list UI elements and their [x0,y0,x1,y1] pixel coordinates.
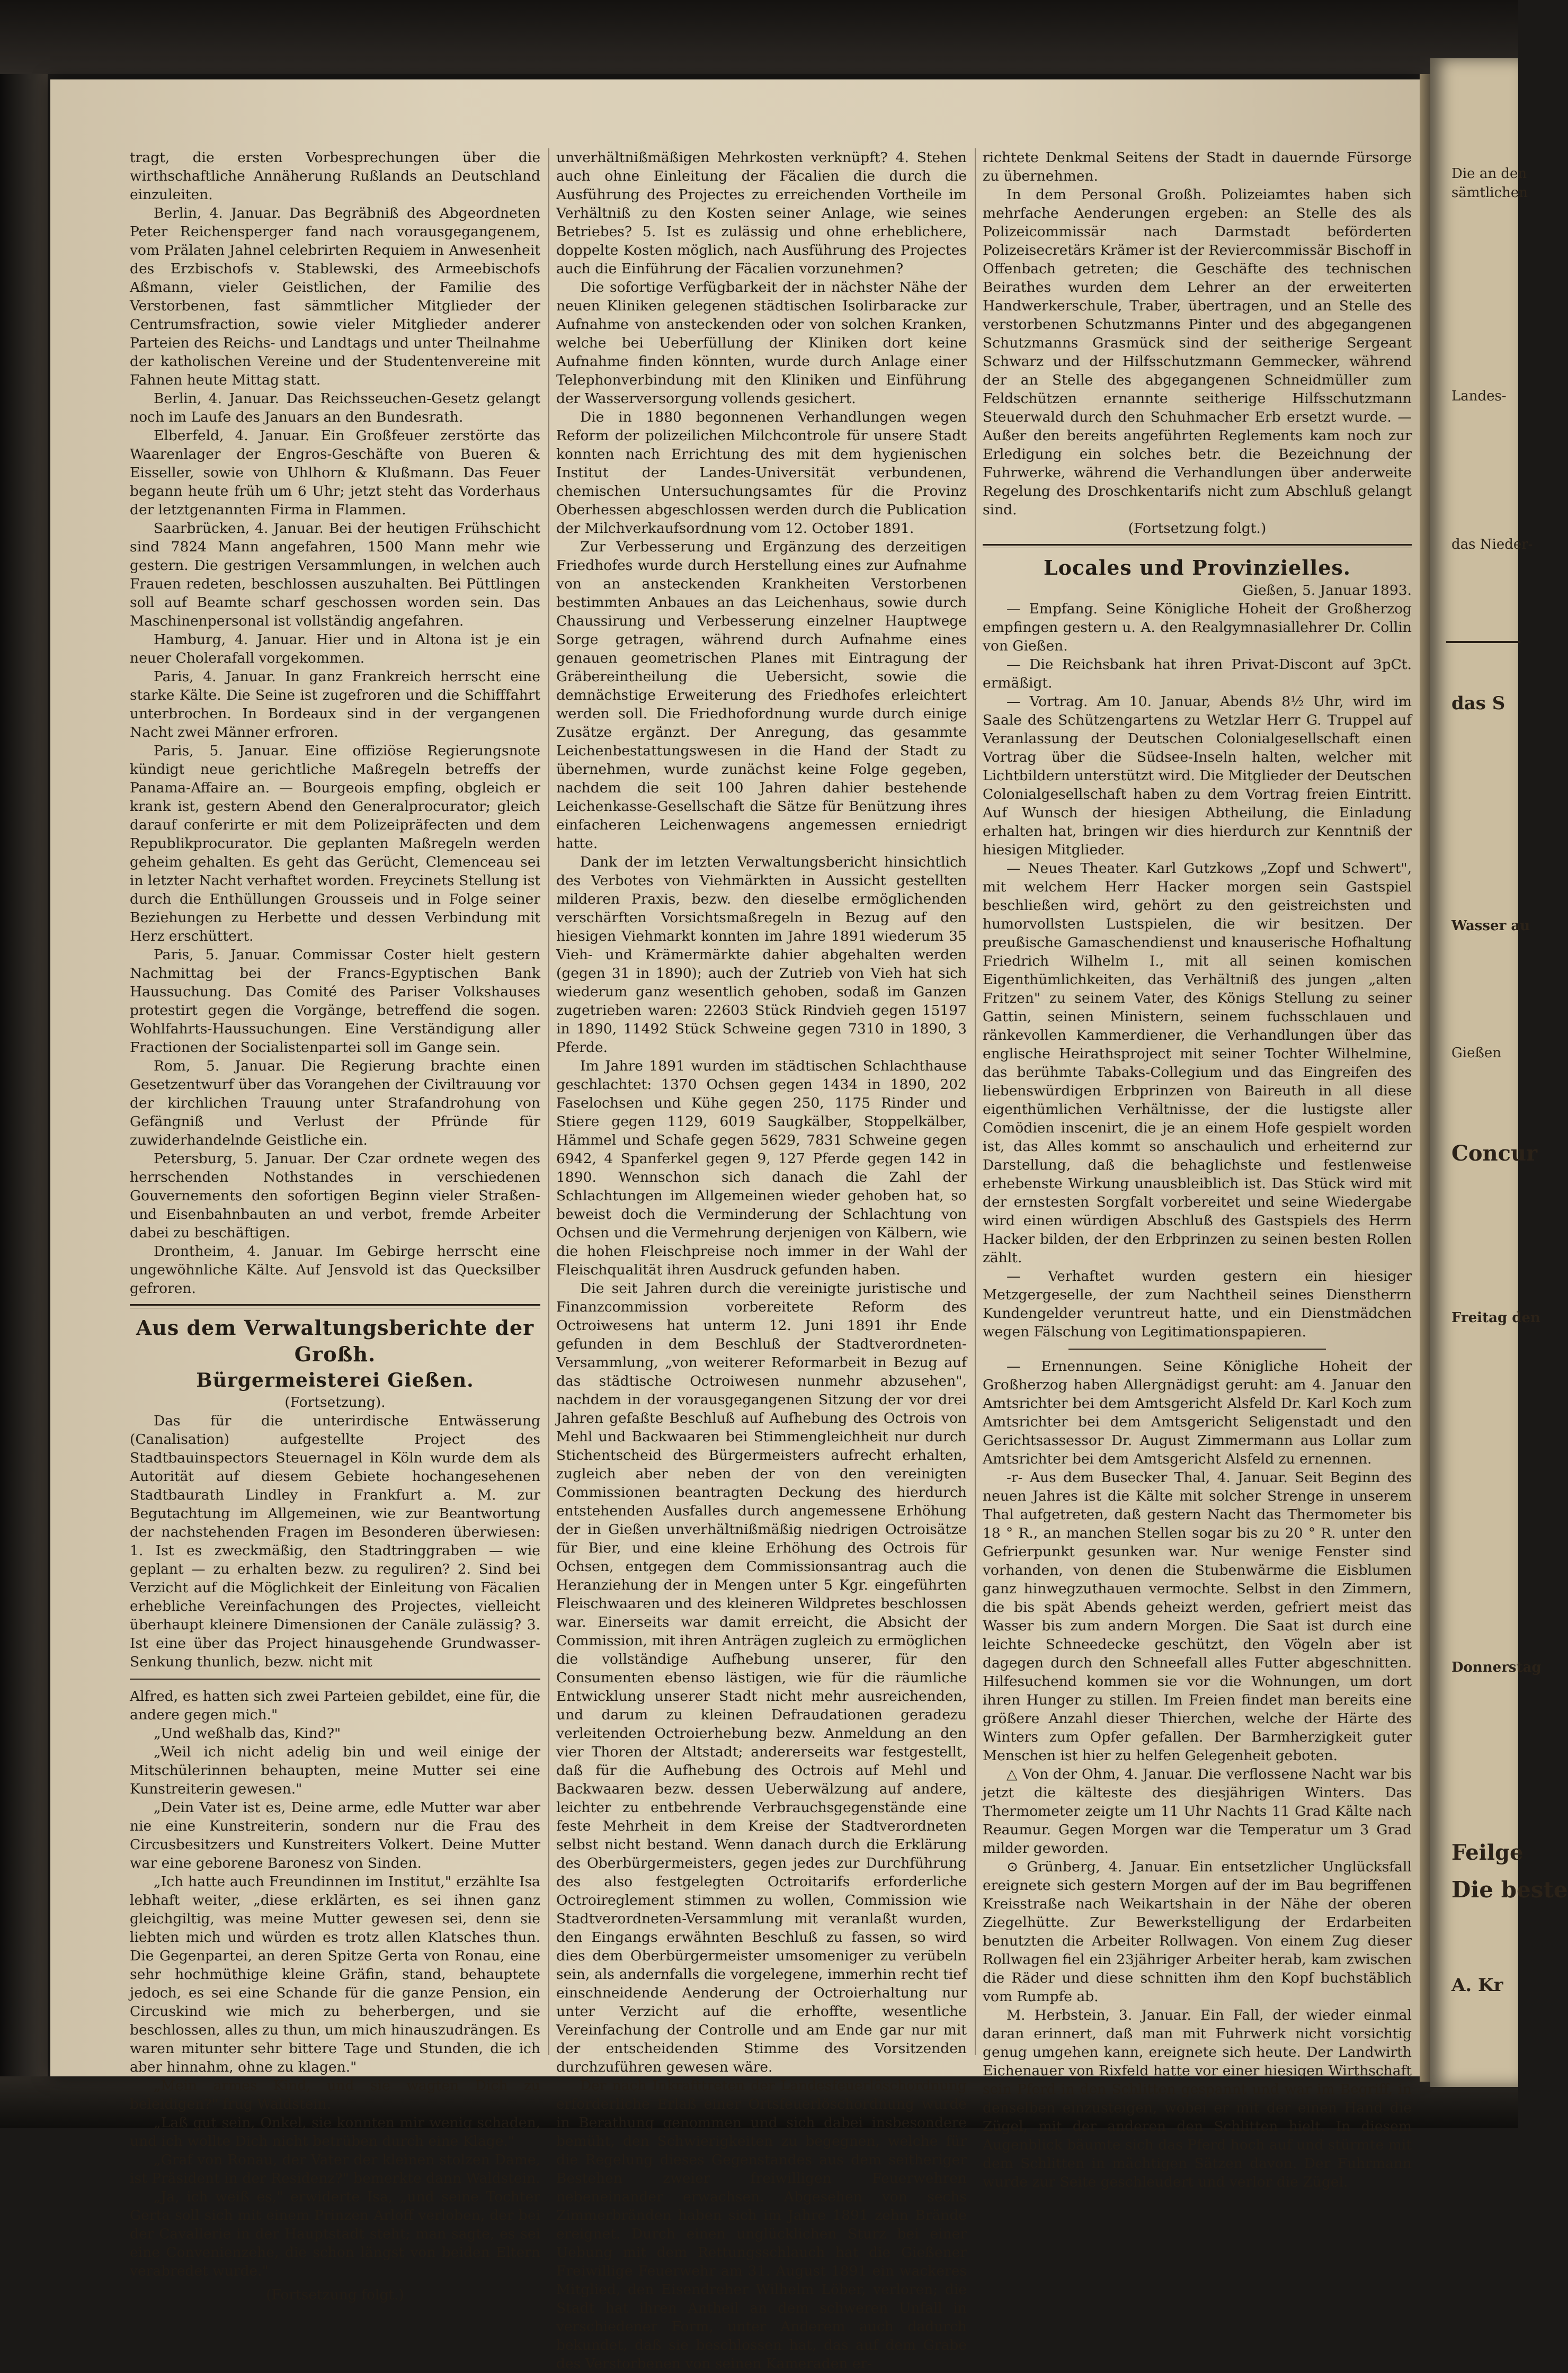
local-item: -r- Aus dem Busecker Thal, 4. Januar. Seit Beginn des neuen Jahres ist die Kälte mit solcher Strenge in unserem Thal aufgetreten, daß gestern Nacht das Thermometer bis 18 ° R., an manchen Stellen sogar bis zu 20 ° R. unter den Gefrierpunkt gesunken war. Nur wenige Fenster sind vorhanden, von denen die Stubenwärme die Eisblumen ganz hinwegzuthauen vermochte. Selbst in den Zimmern, die bis spät Abends geheizt werden, gefriert meist das Wasser bis zum andern Morgen. Die Saat ist durch eine leichte Schneedecke geschützt, den Vögeln aber ist dagegen durch den Schneefall alles Futter abgeschnitten. Hilfesuchend kommen sie vor die Wohnungen, um dort ihren Hunger zu stillen. Im Freien findet man bereits eine größere Anzahl dieser Thierchen, welche der Härte des Winters zum Opfer gefallen. Der Barmherzigkeit guter Menschen ist hier zu helfen Gelegenheit geboten. [983,1469,1412,1764]
local-item: △ Von der Ohm, 4. Januar. Die verflossene Nacht war bis jetzt die kälteste des diesjährigen Winters. Das Thermometer zeigte um 11 Uhr Nachts 11 Grad Kälte nach Reaumur. Gegen Morgen war die Temperatur um 3 Grad milder geworden. [983,1766,1412,1857]
paragraph: In dem Personal Großh. Polizeiamtes haben sich mehrfache Aenderungen ergeben: an Stelle des als Polizeicommissär nach Darmstadt beförderten Polizeisecretärs Krämer ist der Reviercommissär Bischoff in Offenbach getreten; die Geschäfte des technischen Beirathes wurden dem Lehrer an der erweiterten Handwerkerschule, Traber, übertragen, und an Stelle des verstorbenen Schutzmanns Pinter und des abgegangenen Schutzmanns Grasmück sind der seitherige Sergeant Schwarz und der Hilfsschutzmann Gemmecker, während der an Stelle des abgegangenen Schneidmüller zum Feldschützen ernannte seitherige Hilfsschutzmann Steuerwald durch den Schuhmacher Erb ersetzt wurde. — Außer den bereits angeführten Reglements kam noch zur Erledigung ein solches betr. die Bezeichnung der Fuhrwerke, während die Verhandlungen über anderweite Regelung des Droschkentarifs nicht zum Abschluß gelangt sind. [983,186,1412,518]
section-heading: Aus dem Verwaltungsberichte der Großh. [136,1316,534,1366]
local-item: — Neues Theater. Karl Gutzkows „Zopf und Schwert", mit welchem Herr Hacker morgen sein Gastspiel beschließen wird, gehört zu den geistreichsten und humorvollsten Lustspielen, die wir besitzen. Der preußische Gamaschendienst und knauserische Hofhaltung Friedrich Wilhelm I., mit all seinen komischen Eigenthümlichkeiten, das Verhältniß des jungen „alten Fritzen" zu seinem Vater, des Königs Stellung zu seiner Gattin, seinen Ministern, seinem fuchsschlauen und ränkevollen Kammerdiener, die Verhandlungen über das englische Heirathsproject mit seiner Tochter Wilhelmine, das berühmte Tabaks-Collegium und das Eingreifen des liebenswürdigen Erbprinzen von Baireuth in all diese eigenthümlichen Verhältnisse, der die lustigste aller Comödien inscenirt, die je an einem Hofe gespielt worden ist, das Alles kommt so anschaulich und erheiternd zur Darstellung, daß die behaglichste und festlenweise erhebenste Wirkung unausbleiblich ist. Das Stück wird mit der ernstesten Sorgfalt vorbereitet und seine Wiedergabe wird einen würdigen Abschluß des Gastspiels des Herrn Hacker bilden, der den Erbprinzen zu seinen besten Rollen zählt. [983,860,1412,1266]
fragment-heading: das S [1451,693,1505,714]
fragment-rule [1446,641,1520,643]
fragment-text: das Nieder- [1451,537,1533,552]
news-item: Saarbrücken, 4. Januar. Bei der heutigen Frühschicht sind 7824 Mann angefahren, 1500 Mann mehr wie gestern. Die gestrigen Versammlungen, in welchen auch Frauen redeten, beschlossen auszuhalten. Bei Püttlingen soll auf Beamte scharf geschossen worden sein. Das Maschinenpersonal ist vollständig angefahren. [130,520,540,629]
paragraph: Im Jahre 1891 wurden im städtischen Schlachthause geschlachtet: 1370 Ochsen gegen 1434 in 1890, 202 Faselochsen und Kühe gegen 250, 1175 Rinder und Stiere gegen 1129, 6019 Saugkälber, Stoppelkälber, Hämmel und Schafe gegen 5629, 7831 Schweine gegen 6942, 4 Spanferkel gegen 9, 127 Pferde gegen 142 in 1890. Wennschon sich danach die Zahl der Schlachtungen im Allgemeinen wieder gehoben hat, so beweist doch die Verminderung der Schlachtung von Ochsen und die Vermehrung derjenigen von Kälbern, wie die hohen Fleischpreise noch immer in der Wahl der Fleischqualität ihren Ausdruck gefunden haben. [556,1058,967,1278]
fragment-text: Die an den [1451,166,1527,182]
section-heading-line-2: Bürgermeisterei Gießen. [196,1369,474,1391]
fragment-heading: Freitag den [1451,1310,1540,1326]
local-item: ⊙ Grünberg, 4. Januar. Ein entsetzlicher Unglücksfall ereignete sich gestern Morgen auf der im Bau begriffenen Kreisstraße nach Weikartshain in der Nähe der oberen Ziegelhütte. Zur Bewerkstelligung der Erdarbeiten benutzten die Arbeiter Rollwagen. Von einem Zug dieser Rollwagen fiel ein 23jähriger Arbeiter herab, kam zwischen die Räder und diese schnitten ihm den Kopf buchstäblich vom Rumpfe ab. [983,1859,1412,2005]
fragment-heading: Die beste [1451,1877,1568,1903]
paragraph: Der nach Inkrafttreten der Landesfeuerlöschordnung erforderliche Erlaß einer Ortsfeuerlöschordnung wurde in Berathung genommen und sich dabei insbesondere bemüht, den Schwierigkeiten zu begegnen, welche für die Regelung dieses Gegenstandes aus dem seitheriger Bestehen zweier freiwilligen Feuerwehren nebeneinander erwachsen. Abgesehen von sechs Zimmerbränden haben sich im Jahre 1891 zehn Brände ereignet. Durch einen unglücklichen Sturz bei einer Uebung mit dem Rettungsschlauch hat die Gießener Freiwillige Feuerwehr am 31. August 1891 ein wackeres Mitglied, den Eisendreher Wilhelm Löber, verloren; die Stadt hat ihren Antheil an dem schweren Unfall in verschiedener Form, unter Anderem auch dadurch bekundet, daß sie beschlossen hat, das auf dem Grabe des Verstorbenen von seinen Kameraden er- [556,2077,967,2372]
news-item: Hamburg, 4. Januar. Hier und in Altona ist je ein neuer Cholerafall vorgekommen. [130,631,540,666]
fragment-text: Gießen [1451,1045,1501,1061]
column-rule [975,148,976,2055]
dateline: Gießen, 5. Januar 1893. [1242,582,1412,599]
local-item: M. Herbstein, 3. Januar. Ein Fall, der wieder einmal daran erinnert, daß man mit Fuhrwerk nicht vorsichtig genug umgehen kann, ereignete sich heute. Der Landwirth Eichenauer von Rixfeld hatte vor einer hiesigen Wirthschaft sein Pferd in den Schlitten gespannt und war im Begriff, in denselben einzusteigen, wobei er mit der einen Hand die Zügel, mit der anderen den Schlitten hielt. In diesem Augenblick bäumte sich das Pferd hoch auf und stürmte mit dem Schlitten in mächtigen Sätzen davon. Der Fuhrmann wurde zur Seite geschleudert und verlor die Zügel. [983,2007,1412,2190]
adjacent-page-fragment [1430,58,1568,2087]
news-item: Petersburg, 5. Januar. Der Czar ordnete wegen des herrschenden Nothstandes in verschiedenen Gouvernements den sofortigen Beginn vieler Straßen- und Eisenbahnbauten an und verbot, fremde Arbeiter dabei zu beschäftigen. [130,1150,540,1241]
item-separator [1068,1349,1326,1350]
column-1 [130,148,540,2303]
feuilleton-rule [130,1679,540,1680]
local-item: — Vortrag. Am 10. Januar, Abends 8½ Uhr, wird im Saale des Schützengartens zu Wetzlar Herr G. Truppel auf Veranlassung der Deutschen Colonialgesellschaft einen Vortrag über die Südsee-Inseln halten, welcher mit Lichtbildern unterstützt wird. Die Mitglieder der Deutschen Colonialgesellschaft haben zu dem Vortrag freien Eintritt. Auf Wunsch der hiesigen Abtheilung, die Einladung erhalten hat, bringen wir dies hierdurch zur Kenntniß der hiesigen Mitglieder. [983,693,1412,858]
continuation-note: (Fortsetzung). [284,1394,386,1411]
fragment-text: Landes- [1451,388,1507,404]
story-paragraph: „Ich hatte auch Freundinnen im Institut," erzählte Isa lebhaft weiter, „diese erklärten, es sei ihnen ganz gleichgiltig, was meine Mutter gewesen sei, denn sie liebten mich und würden es trotz allen Klatsches thun. Die Gegenpartei, an deren Spitze Gerta von Ronau, eine sehr hochmüthige kleine Gräfin, stand, behauptete jedoch, es sei eine Schande für die ganze Pension, ein Circuskind wie mich zu beherbergen, und sie beschlossen, alles zu thun, um mich hinauszudrängen. Es waren mitunter sehr bittere Tage und Stunden, die ich aber hinnahm, ohne zu klagen." [130,1874,540,2075]
news-item: Rom, 5. Januar. Die Regierung brachte einen Gesetzentwurf über das Vorangehen der Civiltrauung vor der kirchlichen Trauung unter Strafandrohung von Gefängniß und Verlust der Pfründe für zuwiderhandelnde Geistliche ein. [130,1058,540,1148]
continuation-note: (Fortsetzung folgt.) [1128,520,1267,537]
local-item: — Empfang. Seine Königliche Hoheit der Großherzog empfingen gestern u. A. den Realgymnasiallehrer Dr. Collin von Gießen. [983,601,1412,654]
story-paragraph: „Laß gut sein, Onkel, sie konnten mir wenig schaden, und ich wollte Dich nicht betrüben durch eine Klage." [130,2115,540,2149]
news-item: Berlin, 4. Januar. Das Reichsseuchen-Gesetz gelangt noch im Laufe des Januars an den Bundesrath. [130,390,540,425]
local-item: — Die Reichsbank hat ihren Privat-Discont auf 3pCt. ermäßigt. [983,656,1412,691]
local-item: — Ernennungen. Seine Königliche Hoheit der Großherzog haben Allergnädigst geruht: am 4. Januar den Amtsrichter bei dem Amtsgericht Alsfeld Dr. Karl Koch zum Amtsrichter bei dem Amtsgericht Seligenstadt und den Gerichtsassessor Dr. August Zimmermann aus Lollar zum Amtsrichter bei dem Amtsgericht Alsfeld zu ernennen. [983,1358,1412,1467]
continuation-note: (Fortsetzung folgt.) [266,2287,404,2303]
news-item: Paris, 5. Januar. Eine offiziöse Regierungsnote kündigt neue gerichtliche Maßregeln betreffs der Panama-Affaire an. — Bourgeois empfing, obgleich er krank ist, gestern Abend den Generalprocurator; gleich darauf conferirte er mit dem Polizeipräfecten und dem Republikprocurator. Die geplanten Maßregeln werden geheim gehalten. Es geht das Gerücht, Clemenceau sei in letzter Nacht verhaftet worden. Freycinets Stellung ist durch die Enthüllungen Grousseis und in Folge seiner Beziehungen zu Herbette und dessen Verbindung mit Herz erschüttert. [130,743,540,944]
paragraph: tragt, die ersten Vorbesprechungen über die wirthschaftliche Annäherung Rußlands an Deutschland einzuleiten. [130,149,540,203]
paragraph: Das für die unterirdische Entwässerung (Canalisation) aufgestellte Project des Stadtbauinspectors Steuernagel in Köln wurde dem als Autorität auf diesem Gebiete hochangesehenen Stadtbaurath Lindley in Frankfurt a. M. zur Begutachtung im Allgemeinen, wie zur Beantwortung der nachstehenden Fragen im Besonderen überwiesen: 1. Ist es zweckmäßig, den Stadtringgraben — wie geplant — zu erhalten bezw. zu reguliren? 2. Sind bei Verzicht auf die Möglichkeit der Einleitung von Fäcalien erhebliche Vereinfachungen des Projectes, vielleicht überhaupt kleinere Dimensionen der Canäle zulässig? 3. Ist eine über das Project hinausgehende Grundwasser-Senkung thunlich, bezw. nicht mit [130,1413,540,1670]
fragment-heading: Donnerstag [1451,1660,1542,1675]
story-paragraph: „Ja, ich weiß es," erwiderte Isa, „und seine Tochter Gerta soll sich mit einem Prinzen Arloff verloben, der bei der Cavallerie in der Hauptstadt steht; man sagte, es sei eine Convenienzehe, die schon längst von beiden Eltern verabredet wurde." [130,2189,540,2279]
column-3 [983,148,1412,2190]
story-paragraph: „Graf von Ronau, der Vater der kleinen stolzen Dame, ist Präsident in der Residenz?" bemerkte dann Waldstein. [130,2152,540,2187]
paragraph: Dank der im letzten Verwaltungsbericht hinsichtlich des Verbotes von Viehmärkten in Aussicht gestellten milderen Praxis, bezw. den dieselbe ermöglichenden verschärften Vorsichtsmaßregeln in Bezug auf den hiesigen Viehmarkt konnten im Jahre 1891 wiederum 35 Vieh- und Krämermärkte dahier abgehalten werden (gegen 31 in 1890); auch der Zutrieb von Vieh hat sich wiederum ganz wesentlich gehoben, sodaß im Ganzen zugetrieben waren: 22603 Stück Rindvieh gegen 15197 in 1890, 11492 Stück Schweine gegen 7310 in 1890, 3 Pferde. [556,854,967,1056]
news-item: Paris, 5. Januar. Commissar Coster hielt gestern Nachmittag bei der Francs-Egyptischen Bank Haussuchung. Das Comité des Pariser Volkshauses protestirt gegen die Vorgänge, betreffend die sogen. Wohlfahrts-Haussuchungen. Eine Verständigung aller Fractionen der Socialistenpartei soll im Gange sein. [130,947,540,1056]
story-paragraph: „Und weßhalb das, Kind?" [154,1725,341,1742]
story-paragraph: „Mein armes Kind, und sie wagten Dich zu beleidigen?" frug Waldstein. [130,2077,540,2112]
fragment-heading: Feilge [1451,1840,1524,1865]
fragment-text: Wasser au [1451,918,1530,934]
column-2 [556,148,967,2372]
section-rule [130,1304,540,1308]
paragraph: unverhältnißmäßigen Mehrkosten verknüpft? 4. Stehen auch ohne Einleitung der Fäcalien die durch die Ausführung des Projectes zu erreichenden Vortheile im Verhältniß zu den Kosten seiner Anlage, wie seines Betriebes? 5. Ist es zulässig und ohne erheblichere, doppelte Kosten möglich, nach Ausführung des Projectes auch die Einführung der Fäcalien vorzunehmen? [556,149,967,277]
paragraph: Die seit Jahren durch die vereinigte juristische und Finanzcommission vorbereitete Reform des Octroiwesens hat unterm 12. Juni 1891 ihr Ende gefunden in dem Beschluß der Stadtverordneten-Versammlung, „von weiterer Reformarbeit in Bezug auf das städtische Octroiwesen nunmehr abzusehen", nachdem in der vorausgegangenen Sitzung der vor drei Jahren gefaßte Beschluß auf Aufhebung des Octrois von Mehl und Backwaaren bei Stimmengleichheit nur durch Stichentscheid des Bürgermeisters aufrecht erhalten, zugleich aber neben der von den vereinigten Commissionen beantragten Deckung des hierdurch entstehenden Ausfalles durch angemessene Erhöhung der in Gießen unverhältnißmäßig niedrigen Octroisätze für Bier, und eine kleine Erhöhung des Octrois für Ochsen, entgegen dem Commissionsantrag auch die Heranziehung der in Mengen unter 5 Kgr. eingeführten Fleischwaaren und des kleineren Wildpretes beschlossen war. Einerseits war damit erreicht, die Absicht der Commission, mit ihren Anträgen zugleich zu ermöglichen die vollständige Aufhebung unserer, für den Consumenten ebenso lästigen, wie für die räumliche Entwicklung unserer Stadt nicht mehr ausreichenden, und darum zu kleinen Defraudationen geradezu verleitenden Octroierhebung bezw. Anmeldung an den vier Thoren der Altstadt; andererseits war festgestellt, daß für die Aufhebung des Octrois auf Mehl und Backwaaren bezw. dessen Ueberwälzung auf andere, leichter zu entbehrende Verbrauchsgegenstände eine feste Mehrheit in dem Kreise der Stadtverordneten selbst nicht bestand. Wenn danach durch die Erklärung des Oberbürgermeisters, gegen jedes zur Durchführung des also festgelegten Octroitarifs erforderliche Octroireglement stimmen zu wollen, Commission wie Stadtverordneten-Versammlung mit veranlaßt wurden, den Eingangs erwähnten Beschluß zu fassen, so wird dies dem Oberbürgermeister umsomeniger zu verübeln sein, als andernfalls die vorgelegene, immerhin recht tief einschneidende Aenderung der Octroierhaltung nur unter Verzicht auf die erhoffte, wesentliche Vereinfachung der Controlle und am Ende gar nur mit der entscheidenden Stimme des Vorsitzenden durchzuführen gewesen wäre. [556,1280,967,2075]
paragraph: Die in 1880 begonnenen Verhandlungen wegen Reform der polizeilichen Milchcontrole für unsere Stadt konnten nach Errichtung des mit dem hygienischen Institut der Landes-Universität verbundenen, chemischen Untersuchungsamtes für die Provinz Oberhessen abgeschlossen werden durch die Publication der Milchverkaufsordnung vom 12. October 1891. [556,409,967,537]
news-item: Berlin, 4. Januar. Das Begräbniß des Abgeordneten Peter Reichensperger fand nach vorausgegangenem, vom Prälaten Jahnel celebrirten Requiem in Anwesenheit des Erzbischofs v. Stablewski, des Armeebischofs Aßmann, vieler Geistlichen, der Familie des Verstorbenen, fast sämmtlicher Mitglieder der Centrumsfraction, sowie vieler Mitglieder anderer Parteien des Reichs- und Landtags und unter Theilnahme der katholischen Vereine und der Studentenvereine mit Fahnen heute Mittag statt. [130,205,540,388]
news-item: Drontheim, 4. Januar. Im Gebirge herrscht eine ungewöhnliche Kälte. Auf Jensvold ist das Quecksilber gefroren. [130,1243,540,1297]
paragraph: Zur Verbesserung und Ergänzung des derzeitigen Friedhofes wurde durch Herstellung eines zur Aufnahme von an ansteckenden Krankheiten Verstorbenen bestimmten Anbaues an das Leichenhaus, sowie durch Chaussirung und Verbesserung einzelner Hauptwege Sorge getragen, während durch Aufnahme eines genauen geometrischen Planes mit Eintragung der Gräbereintheilung die Uebersicht, sowie die demnächstige Erweiterung des Friedhofes erleichtert werden soll. Die Friedhofordnung wurde durch einige Zusätze ergänzt. Der Anregung, das gesammte Leichenbestattungswesen in die Hand der Stadt zu übernehmen, wurde zunächst keine Folge gegeben, nachdem die seit 100 Jahren dahier bestehende Leichenkasse-Gesellschaft die Sätze für Benützung ihres einfacheren Leichenwagens angemessen erniedrigt hatte. [556,539,967,852]
scan-binding-left [0,0,48,2128]
fragment-text: sämtlichen [1451,185,1528,201]
story-paragraph: Alfred, es hatten sich zwei Parteien gebildet, eine für, die andere gegen mich." [130,1688,540,1723]
paragraph: richtete Denkmal Seitens der Stadt in dauernde Fürsorge zu übernehmen. [983,149,1412,184]
local-item: — Verhaftet wurden gestern ein hiesiger Metzgergeselle, der zum Nachtheil seines Dienstherrn Kundengelder veruntreut hatte, und ein Dienstmädchen wegen Fälschung von Legitimationspapieren. [983,1268,1412,1340]
story-paragraph: „Weil ich nicht adelig bin und weil einige der Mitschülerinnen behaupten, meine Mutter sei eine Kunstreiterin gewesen." [130,1744,540,1797]
paragraph: Die sofortige Verfügbarkeit der in nächster Nähe der neuen Kliniken gelegenen städtischen Isolirbaracke zur Aufnahme von ansteckenden oder von solchen Kranken, welche bei Ueberfüllung der Kliniken dort keine Aufnahme finden könnten, wurde durch Anlage einer Telephonverbindung mit den Kliniken und Einführung der Wasserversorgung vollends gesichert. [556,279,967,407]
fragment-heading: Concur [1451,1141,1538,1166]
section-heading: Locales und Provinzielles. [1043,556,1351,579]
section-rule [983,544,1412,548]
fragment-heading: A. Kr [1451,1975,1503,1996]
scan-binding-top [0,0,1518,74]
column-rule [548,148,549,2055]
story-paragraph: „Dein Vater ist es, Deine arme, edle Mutter war aber nie eine Kunstreiterin, sondern nur die Frau des Circusbesitzers und Kunstreiters Volkert. Deine Mutter war eine geborene Baronesz von Sinden. [130,1799,540,1871]
news-item: Paris, 4. Januar. In ganz Frankreich herrscht eine starke Kälte. Die Seine ist zugefroren und die Schifffahrt unterbrochen. In Bordeaux sind in der vergangenen Nacht zwei Männer erfroren. [130,668,540,741]
news-item: Elberfeld, 4. Januar. Ein Großfeuer zerstörte das Waarenlager der Engros-Geschäfte von Bueren & Eisseller, sowie von Uhlhorn & Klußmann. Das Feuer begann heute früh um 6 Uhr; jetzt steht das Vorderhaus der letztgenannten Firma in Flammen. [130,427,540,518]
newspaper-page [50,79,1420,2372]
